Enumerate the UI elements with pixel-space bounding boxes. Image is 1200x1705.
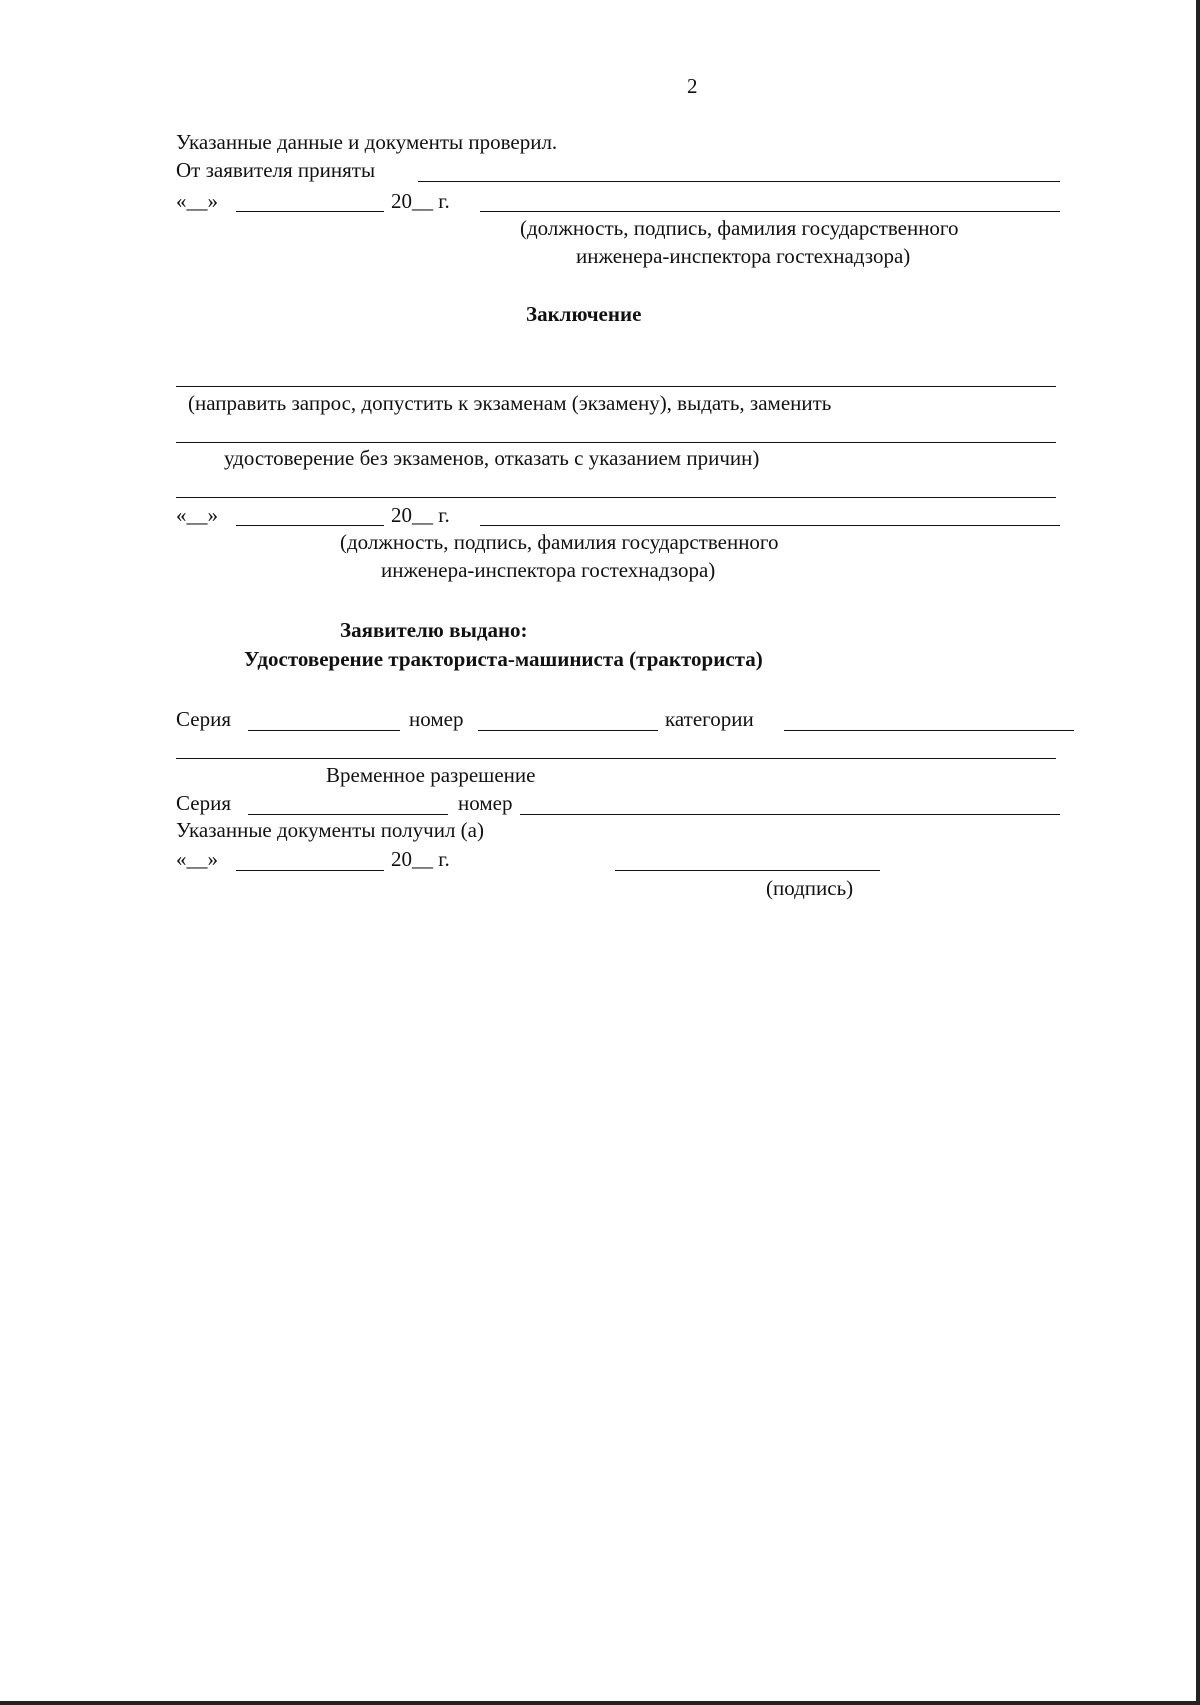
date-year: 20__ г. xyxy=(391,189,450,213)
conclusion-caption-2: инженера-инспектора гостехнадзора) xyxy=(381,558,716,582)
temp-number-line[interactable] xyxy=(520,814,1060,815)
conclusion-line-1[interactable] xyxy=(176,386,1056,387)
received-date-day: «__» xyxy=(176,847,218,871)
page-number: 2 xyxy=(687,74,698,98)
inspector-caption-2: инженера-инспектора гостехнадзора) xyxy=(576,244,911,268)
temp-number-label: номер xyxy=(458,791,513,815)
conclusion-line-2[interactable] xyxy=(176,442,1056,443)
issued-subtitle: Удостоверение тракториста-машиниста (тракториста) xyxy=(244,647,763,671)
verified-statement: Указанные данные и документы проверил. xyxy=(176,130,558,154)
conclusion-signature-line[interactable] xyxy=(480,525,1060,526)
temp-permit-label: Временное разрешение xyxy=(326,763,536,787)
accepted-label: От заявителя приняты xyxy=(176,158,376,182)
conclusion-date-day: «__» xyxy=(176,503,218,527)
conclusion-date-month-line[interactable] xyxy=(236,525,384,526)
number-line[interactable] xyxy=(478,730,658,731)
inspector-caption-1: (должность, подпись, фамилия государственного xyxy=(520,216,959,240)
conclusion-hint-1: (направить запрос, допустить к экзаменам (экзамену), выдать, заменить xyxy=(188,391,832,415)
categories-line[interactable] xyxy=(784,730,1074,731)
date-day: «__» xyxy=(176,189,218,213)
received-signature-line[interactable] xyxy=(615,870,880,871)
received-date-month-line[interactable] xyxy=(236,870,384,871)
date-month-line[interactable] xyxy=(236,211,384,212)
conclusion-title: Заключение xyxy=(526,302,642,326)
categories-label: категории xyxy=(665,707,754,731)
number-label: номер xyxy=(409,707,464,731)
received-date-year: 20__ г. xyxy=(391,847,450,871)
conclusion-hint-2: удостоверение без экзаменов, отказать с указанием причин) xyxy=(224,446,760,470)
issued-extra-line[interactable] xyxy=(176,758,1056,759)
series-line[interactable] xyxy=(248,730,400,731)
issued-title: Заявителю выдано: xyxy=(340,618,528,642)
received-label: Указанные документы получил (а) xyxy=(176,818,484,842)
temp-series-label: Серия xyxy=(176,791,231,815)
conclusion-date-year: 20__ г. xyxy=(391,503,450,527)
conclusion-caption-1: (должность, подпись, фамилия государственного xyxy=(340,530,779,554)
series-label: Серия xyxy=(176,707,231,731)
accepted-line[interactable] xyxy=(418,181,1060,182)
inspector-signature-line[interactable] xyxy=(480,211,1060,212)
temp-series-line[interactable] xyxy=(248,814,448,815)
signature-caption: (подпись) xyxy=(766,876,854,900)
conclusion-line-3[interactable] xyxy=(176,497,1056,498)
